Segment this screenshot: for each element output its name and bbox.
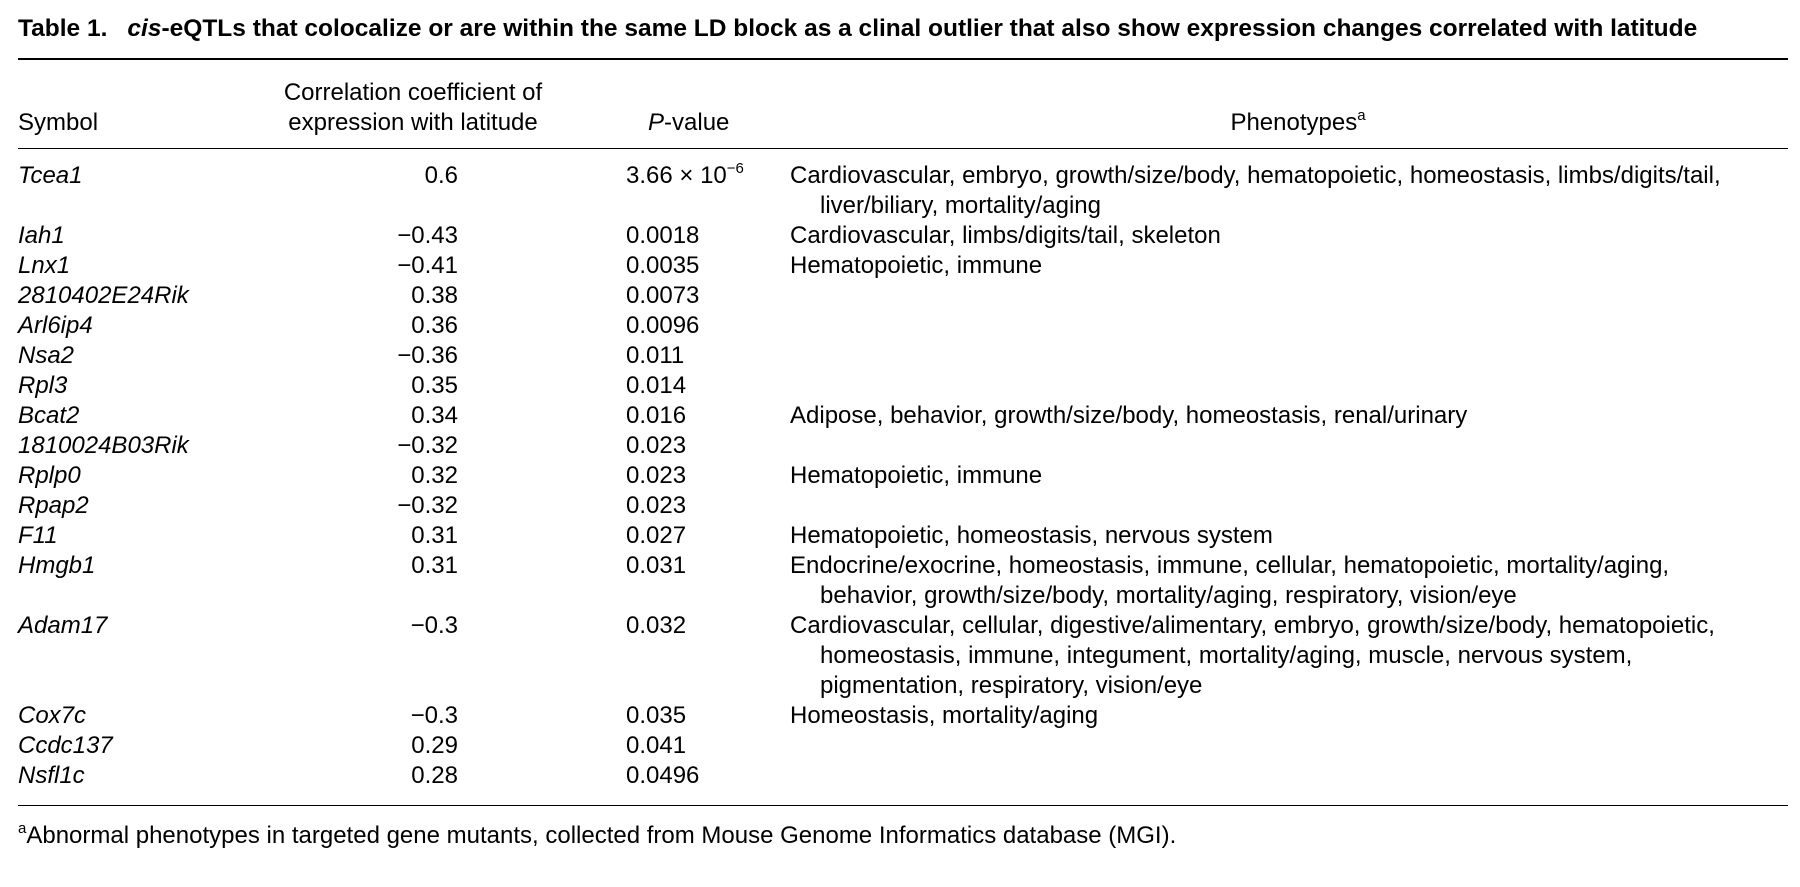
phenotypes-cell: Adipose, behavior, growth/size/body, homeostasis, renal/urinary <box>790 402 1468 429</box>
table-row <box>18 221 1788 251</box>
phenotypes-cell <box>790 281 1765 311</box>
header-correlation-line2: expression with latitude <box>288 109 538 136</box>
header-phenotypes-label: Phenotypes <box>1230 109 1358 136</box>
p-value: 0.011 <box>626 342 685 369</box>
table-body <box>18 149 1788 791</box>
gene-symbol: Hmgb1 <box>18 552 96 579</box>
correlation-value: 0.29 <box>411 732 458 759</box>
correlation-value: 0.35 <box>411 372 458 399</box>
correlation-value: −0.32 <box>397 492 458 519</box>
table-row <box>18 341 1788 371</box>
p-value-exponent: −6 <box>726 160 744 177</box>
phenotypes-cell: Hematopoietic, immune <box>790 252 1043 279</box>
phenotypes-cell: Homeostasis, mortality/aging <box>790 702 1099 729</box>
p-value: 0.041 <box>626 732 687 759</box>
gene-symbol: Ccdc137 <box>18 732 113 759</box>
p-value: 0.032 <box>626 612 687 639</box>
table-footnote <box>18 822 1788 850</box>
gene-symbol: Rpap2 <box>18 492 89 519</box>
table-row <box>18 701 1788 731</box>
table-row <box>18 401 1788 431</box>
gene-symbol: F11 <box>18 522 58 549</box>
p-value: 0.023 <box>626 492 687 519</box>
correlation-value: 0.32 <box>411 462 458 489</box>
p-value: 0.031 <box>626 552 687 579</box>
gene-symbol: Tcea1 <box>18 162 83 189</box>
table-row <box>18 311 1788 341</box>
header-correlation-line1: Correlation coefficient of <box>283 79 543 106</box>
phenotypes-cell: Cardiovascular, cellular, digestive/alimentary, embryo, growth/size/body, hematopoietic, homeostasis, immune, integument, mortality/aging, muscle, nervous system, pigmentation, respiratory, vision/eye <box>790 612 1715 699</box>
p-value: 0.023 <box>626 432 687 459</box>
header-pvalue-italic: P <box>648 109 665 136</box>
phenotypes-cell: Hematopoietic, immune <box>790 462 1043 489</box>
p-value <box>626 161 744 191</box>
table-row <box>18 281 1788 311</box>
correlation-value: 0.34 <box>411 402 458 429</box>
table-row <box>18 461 1788 491</box>
p-value-base: 3.66 × 10 <box>626 162 727 189</box>
correlation-value: −0.43 <box>397 222 458 249</box>
phenotypes-cell <box>790 491 1765 521</box>
p-value: 0.027 <box>626 522 687 549</box>
gene-symbol: Nsfl1c <box>18 762 85 789</box>
p-value: 0.014 <box>626 372 687 399</box>
table-row <box>18 161 1788 221</box>
table-row <box>18 521 1788 551</box>
gene-symbol: Rplp0 <box>18 462 81 489</box>
phenotypes-cell <box>790 431 1765 461</box>
phenotypes-cell <box>790 341 1765 371</box>
table-row <box>18 491 1788 521</box>
caption-rest: -eQTLs that colocalize or are within the same LD block as a clinal outlier that also show expression changes correlated with latitude <box>161 15 1698 42</box>
gene-symbol: Iah1 <box>18 222 65 249</box>
gene-symbol: Cox7c <box>18 702 87 729</box>
p-value: 0.0018 <box>626 222 700 249</box>
footnote-marker: a <box>1357 107 1366 124</box>
table-row <box>18 611 1788 701</box>
header-correlation <box>268 78 558 138</box>
table-row <box>18 431 1788 461</box>
gene-symbol: Bcat2 <box>18 402 80 429</box>
phenotypes-cell <box>790 761 1765 791</box>
p-value: 0.023 <box>626 462 687 489</box>
correlation-value: −0.32 <box>397 432 458 459</box>
table-header <box>18 60 1788 148</box>
table-row <box>18 371 1788 401</box>
p-value: 0.0035 <box>626 252 700 279</box>
correlation-value: 0.6 <box>424 162 458 189</box>
phenotypes-cell <box>790 731 1765 761</box>
phenotypes-cell: Cardiovascular, embryo, growth/size/body, hematopoietic, homeostasis, limbs/digits/tail, liver/biliary, mortality/aging <box>790 162 1721 219</box>
p-value: 0.035 <box>626 702 687 729</box>
phenotypes-cell <box>790 371 1765 401</box>
correlation-value: −0.36 <box>397 342 458 369</box>
footnote-mark: a <box>18 820 27 837</box>
correlation-value: −0.3 <box>410 702 458 729</box>
correlation-value: 0.31 <box>411 552 458 579</box>
correlation-value: 0.36 <box>411 312 458 339</box>
gene-symbol: Nsa2 <box>18 342 75 369</box>
correlation-value: 0.38 <box>411 282 458 309</box>
correlation-value: −0.3 <box>410 612 458 639</box>
phenotypes-cell: Cardiovascular, limbs/digits/tail, skeleton <box>790 222 1221 249</box>
results-table <box>18 0 1788 850</box>
p-value: 0.0073 <box>626 282 700 309</box>
header-symbol: Symbol <box>18 109 99 136</box>
footnote-text: Abnormal phenotypes in targeted gene mutants, collected from Mouse Genome Informatics database (MGI). <box>26 822 1177 849</box>
caption-text <box>127 15 1697 43</box>
header-pvalue <box>648 109 729 137</box>
gene-symbol: Lnx1 <box>18 252 71 279</box>
gene-symbol: Arl6ip4 <box>18 312 93 339</box>
gene-symbol: Adam17 <box>18 612 108 639</box>
table-caption <box>18 0 1788 58</box>
gene-symbol: 1810024B03Rik <box>18 432 189 459</box>
phenotypes-cell: Hematopoietic, homeostasis, nervous system <box>790 522 1273 549</box>
caption-italic: cis <box>127 15 162 42</box>
correlation-value: 0.31 <box>411 522 458 549</box>
p-value: 0.016 <box>626 402 687 429</box>
header-pvalue-rest: -value <box>664 109 730 136</box>
phenotypes-cell <box>790 311 1765 341</box>
gene-symbol: Rpl3 <box>18 372 68 399</box>
table-row <box>18 731 1788 761</box>
table-row <box>18 761 1788 791</box>
p-value: 0.0496 <box>626 762 700 789</box>
table-row <box>18 551 1788 611</box>
correlation-value: −0.41 <box>397 252 458 279</box>
bottom-rule <box>18 805 1788 806</box>
correlation-value: 0.28 <box>411 762 458 789</box>
table-label: Table 1. <box>18 15 108 42</box>
gene-symbol: 2810402E24Rik <box>18 282 189 309</box>
header-phenotypes <box>808 109 1788 137</box>
p-value: 0.0096 <box>626 312 700 339</box>
table-row <box>18 251 1788 281</box>
phenotypes-cell: Endocrine/exocrine, homeostasis, immune, cellular, hematopoietic, mortality/aging, behavior, growth/size/body, mortality/aging, respiratory, vision/eye <box>790 552 1670 609</box>
